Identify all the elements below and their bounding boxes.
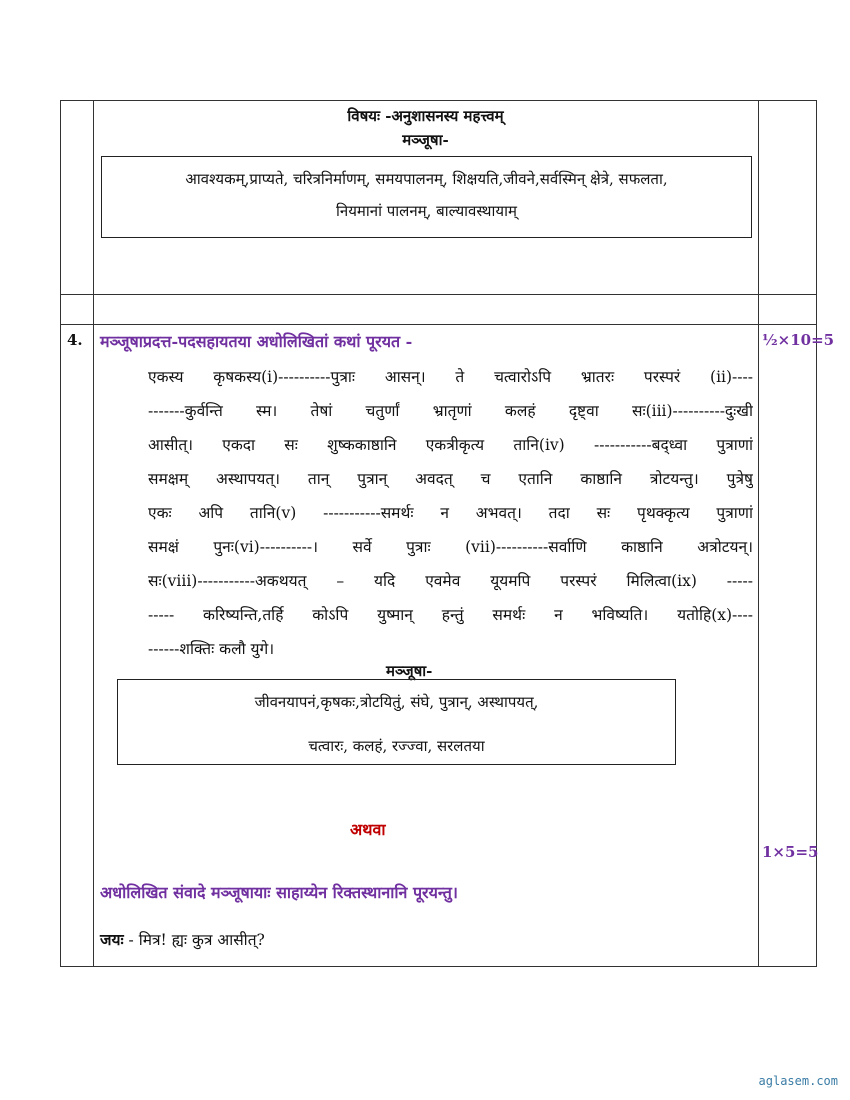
table-row-spacer — [60, 294, 817, 324]
manjusha-line-1: आवश्यकम्,प्राप्यते, चरित्रनिर्माणम्, समयपालनम्, शिक्षयति,जीवने,सर्वस्मिन् क्षेत्रे, सफलता, — [185, 170, 668, 188]
story-line: ----- करिष्यन्ति,तर्हि कोऽपि युष्मान् हन्तुं समर्थः न भविष्यति। यतोहि(x)---- — [148, 606, 753, 624]
question-heading: मञ्जूषाप्रदत्त-पदसहायतया अधोलिखितां कथां पूरयत - — [100, 332, 413, 351]
story-line: एकः अपि तानि(v) -----------समर्थः न अभवत्। तदा सः पृथक्कृत्य पुत्राणां — [148, 504, 753, 522]
question-marks: ½×10=5 — [762, 331, 835, 349]
story-line: -------कुर्वन्ति स्म। तेषां चतुर्णां भ्रातृणां कलहं दृष्ट्वा सः(iii)----------दुःखी — [148, 402, 753, 420]
manjusha-line-2: नियमानां पालनम्, बाल्यावस्थायाम् — [336, 202, 517, 220]
story-line: आसीत्। एकदा सः शुष्ककाष्ठानि एकत्रीकृत्य तानि(iv) -----------बद्ध्वा पुत्राणां — [148, 436, 753, 454]
story-line: सः(viii)-----------अकथयत् – यदि एवमेव यूयमपि परस्परं मिलित्वा(ix) ----- — [148, 572, 753, 590]
manjusha-heading-top: मञ्जूषा- — [402, 131, 449, 149]
story-line: ------शक्तिः कलौ युगे। — [148, 640, 275, 658]
alt-marks: 1×5=5 — [762, 843, 819, 861]
manjusha-box-q4 — [117, 679, 676, 765]
alt-heading: अधोलिखित संवादे मञ्जूषायाः साहाय्येन रिक्तस्थानानि पूरयन्तु। — [100, 883, 458, 902]
dialogue-text: - मित्र! ह्यः कुत्र आसीत्? — [123, 931, 265, 949]
or-divider: अथवा — [350, 820, 386, 839]
manjusha-q4-line-2: चत्वारः, कलहं, रज्ज्वा, सरलतया — [308, 737, 485, 755]
story-line: समक्षं पुनः(vi)----------। सर्वे पुत्राः (vii)----------सर्वाणि काष्ठानि अत्रोटयन्। — [148, 538, 753, 556]
story-line: समक्षम् अस्थापयत्। तान् पुत्रान् अवदत् च एतानि काष्ठानि त्रोटयन्तु। पुत्रेषु — [148, 470, 753, 488]
story-paragraph — [148, 360, 753, 666]
dialogue-speaker: जयः — [100, 930, 124, 949]
manjusha-heading-q4: मञ्जूषा- — [386, 662, 433, 680]
dialogue-line — [100, 928, 265, 950]
question-number: 4. — [67, 331, 83, 349]
watermark: aglasem.com — [758, 1074, 838, 1088]
manjusha-box-top — [101, 156, 752, 238]
subject-line: विषयः -अनुशासनस्य महत्त्वम् — [347, 107, 504, 125]
story-line: एकस्य कृषकस्य(i)----------पुत्राः आसन्। ते चत्वारोऽपि भ्रातरः परस्परं (ii)---- — [148, 368, 753, 386]
manjusha-q4-line-1: जीवनयापनं,कृषकः,त्रोटयितुं, संघे, पुत्रान्, अस्थापयत्, — [254, 693, 539, 711]
